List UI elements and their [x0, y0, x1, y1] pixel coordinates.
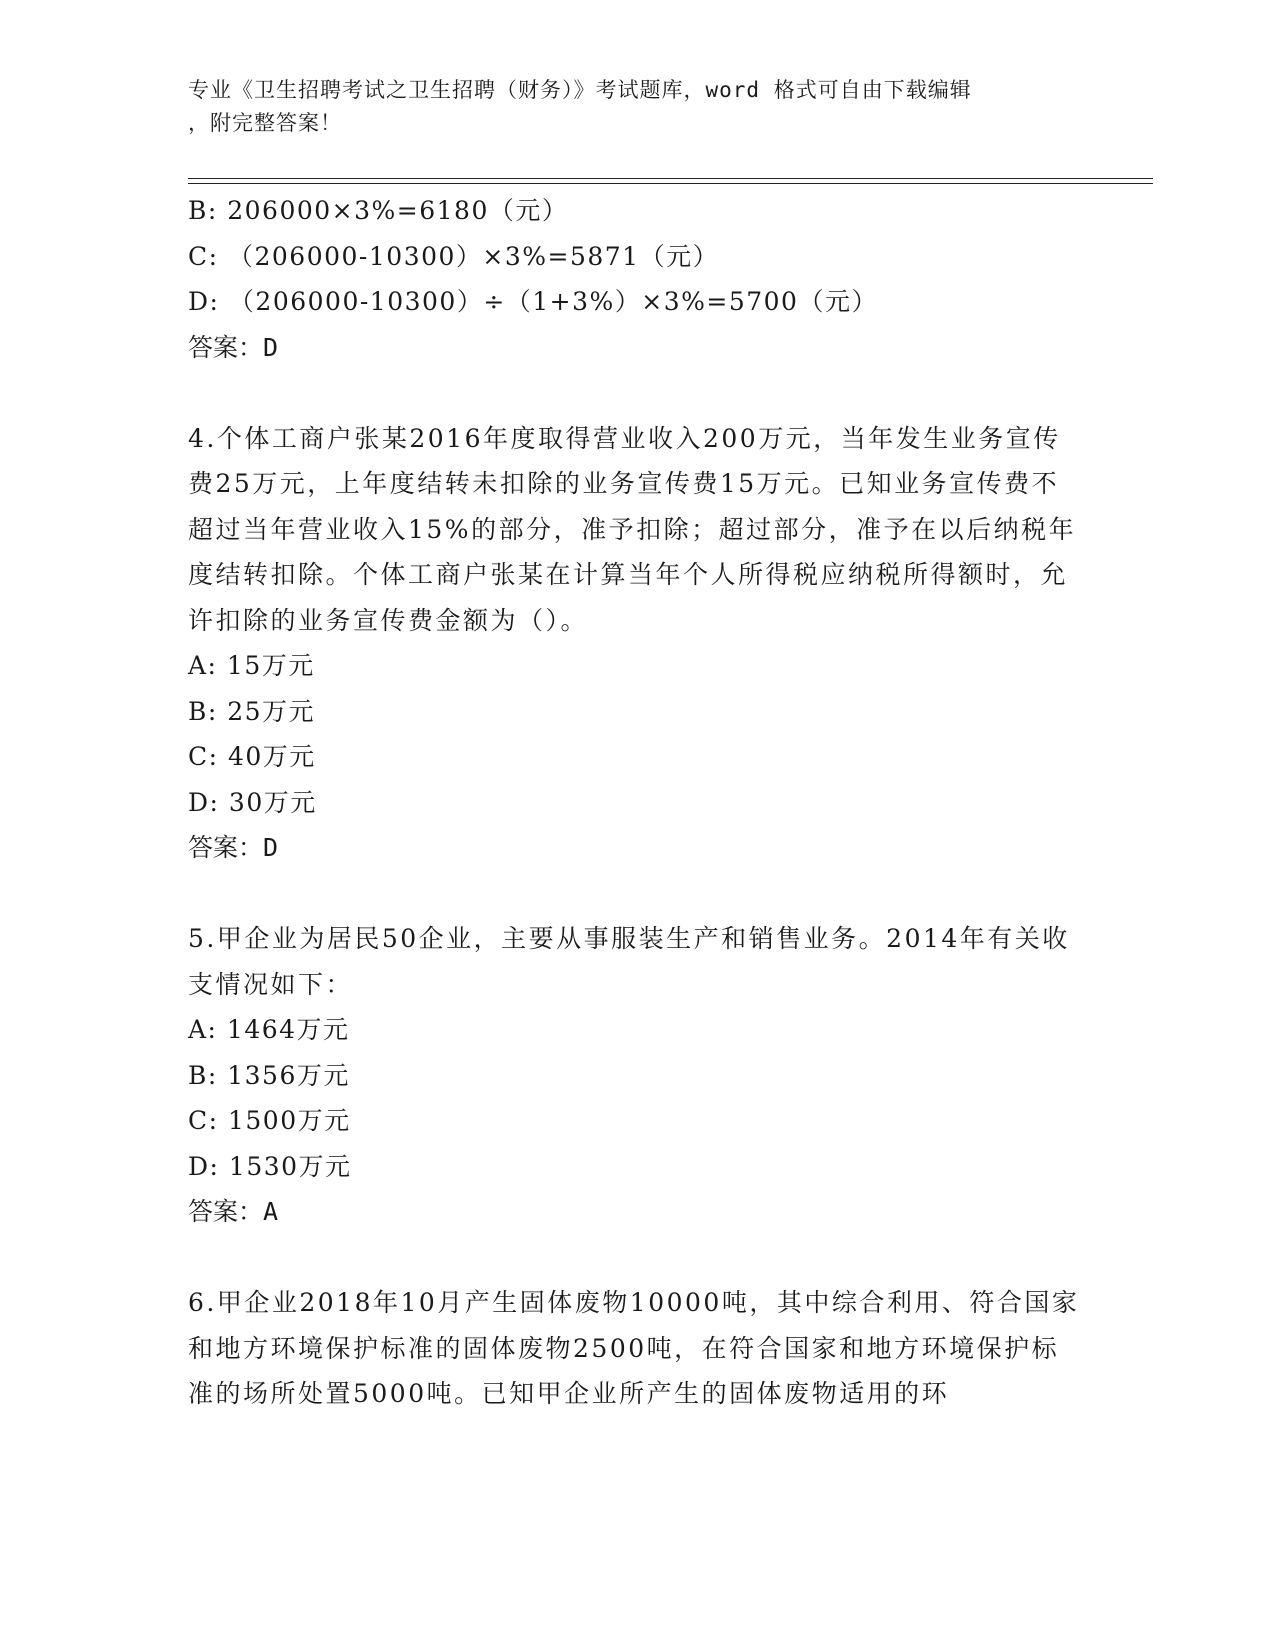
option-d: D: 1530万元: [188, 1151, 352, 1181]
option-a: A: 15万元: [188, 651, 315, 680]
option-b: B: 25万元: [188, 696, 316, 726]
option-a: A: 1464万元: [188, 1015, 350, 1044]
option-c: C: （206000-10300）×3%=5871（元）: [188, 241, 720, 271]
question-text: 6.甲企业2018年10月产生固体废物10000吨，其中综合利用、符合国家和地方环境保护标准的固体废物2500吨，在符合国家和地方环境保护标准的场所处置5000吨。已知甲企业所产生的固体废物适用的环: [188, 1288, 1080, 1408]
header-divider-bottom: [188, 183, 1153, 184]
header-line-1: 专业《卫生招聘考试之卫生招聘（财务）》考试题库，word 格式可自由下载编辑: [188, 78, 972, 102]
header-divider-top: [188, 178, 1153, 179]
option-d: D: （206000-10300）÷（1+3%）×3%=5700（元）: [188, 287, 878, 316]
answer-line: 答案：A: [188, 1197, 279, 1226]
question-5: [188, 916, 1088, 1235]
question-4: [188, 416, 1088, 871]
question-6: [188, 1280, 1088, 1417]
option-b: B: 1356万元: [188, 1060, 350, 1090]
document-body: [188, 188, 1088, 1417]
option-c: C: 1500万元: [188, 1106, 351, 1135]
spacer: [188, 370, 1088, 416]
spacer: [188, 1235, 1088, 1281]
spacer: [188, 871, 1088, 917]
question-text: 5.甲企业为居民50企业，主要从事服装生产和销售业务。2014年有关收支情况如下：: [188, 924, 1070, 999]
answer-line: 答案：D: [188, 332, 279, 362]
question-text: 4.个体工商户张某2016年度取得营业收入200万元，当年发生业务宣传费25万元，上年度结转未扣除的业务宣传费15万元。已知业务宣传费不超过当年营业收入15%的部分，准予扣除；超过部分，准予在以后纳税年度结转扣除。个体工商户张某在计算当年个人所得税应纳税所得额时，允许扣除的业务宣传费金额为（）。: [188, 423, 1077, 635]
option-c: C: 40万元: [188, 742, 316, 771]
question-3-continued: [188, 188, 1088, 370]
option-b: B: 206000×3%=6180（元）: [188, 196, 569, 225]
answer-line: 答案：D: [188, 833, 279, 862]
option-d: D: 30万元: [188, 787, 317, 817]
header-line-2: ，附完整答案！: [188, 111, 342, 135]
document-header: [188, 74, 1068, 140]
